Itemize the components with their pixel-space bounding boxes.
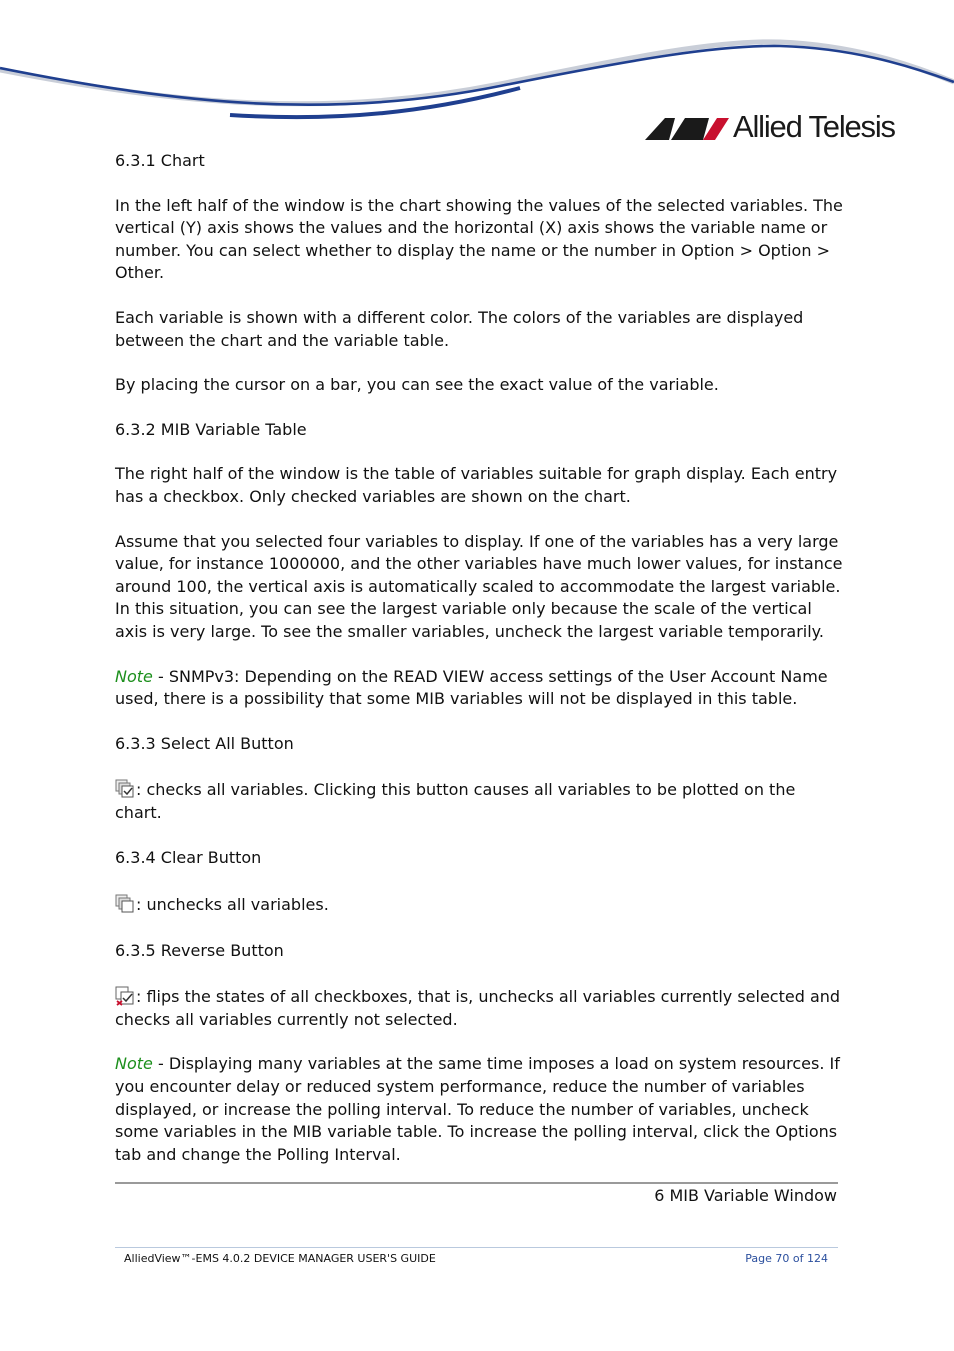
- allied-telesis-logo-icon: [645, 114, 729, 146]
- paragraph: Each variable is shown with a different color. The colors of the variables are displayed between the chart and the variable table.: [115, 307, 804, 350]
- section-heading-chart: 6.3.1 Chart: [115, 151, 205, 170]
- paragraph: [115, 986, 845, 1031]
- paragraph: The right half of the window is the table of variables suitable for graph display. Each entry has a checkbox. Only checked variables are shown on the chart.: [115, 464, 838, 506]
- footer-line: [115, 1247, 838, 1248]
- section-heading-select-all: 6.3.3 Select All Button: [115, 733, 294, 753]
- section-heading-mib-table: 6.3.2 MIB Variable Table: [115, 419, 307, 439]
- clear-icon: [115, 894, 135, 914]
- paragraph: In the left half of the window is the chart showing the values of the selected variables. The vertical (Y) axis shows the values and the horizontal (X) axis shows the variable name or number. You can select whether to display the name or the number in Option > Option > Other.: [115, 195, 843, 283]
- clear-description: : unchecks all variables.: [136, 895, 329, 915]
- section-heading-clear: 6.3.4 Clear Button: [115, 848, 262, 868]
- note-label: Note: [115, 1054, 153, 1074]
- paragraph: [115, 779, 845, 824]
- guide-title: AlliedView™-EMS 4.0.2 DEVICE MANAGER USER'S GUIDE: [124, 1252, 436, 1265]
- section-heading-reverse: 6.3.5 Reverse Button: [115, 940, 284, 960]
- page-number: Page 70 of 124: [745, 1252, 828, 1265]
- note-text: - SNMPv3: Depending on the READ VIEW access settings of the User Account Name used, there is a possibility that some MIB variables will not be displayed in this table.: [115, 666, 828, 709]
- paragraph: Assume that you selected four variables to display. If one of the variables has a very large value, for instance 1000000, and the other variables have much lower values, for instance around 100, the vertical axis is automatically scaled to accommodate the largest variable. In this situation, you can see the largest variable only because the scale of the vertical axis is very large. To see the smaller variables, uncheck the largest variable temporarily.: [115, 531, 843, 641]
- paragraph: [115, 894, 845, 917]
- reverse-description: : flips the states of all checkboxes, that is, unchecks all variables currently selected and checks all variables currently not selected.: [115, 987, 841, 1029]
- document-body: [115, 150, 845, 1166]
- note-paragraph: [115, 666, 845, 711]
- chapter-title: 6 MIB Variable Window: [654, 1186, 837, 1205]
- paragraph: By placing the cursor on a bar, you can see the exact value of the variable.: [115, 375, 719, 395]
- final-note-paragraph: [115, 1053, 845, 1166]
- brand-name: Allied Telesis: [733, 109, 895, 144]
- note-label: Note: [115, 666, 153, 686]
- footer-divider: [115, 1182, 838, 1184]
- select-all-icon: [115, 779, 135, 799]
- select-all-description: : checks all variables. Clicking this button causes all variables to be plotted on the chart.: [115, 780, 796, 822]
- note-text: - Displaying many variables at the same time imposes a load on system resources. If you encounter delay or reduced system performance, reduce the number of variables displayed, or increase the polling interval. To reduce the number of variables, uncheck some variables in the MIB variable table. To increase the polling interval, click the Options tab and change the Polling Interval.: [115, 1054, 840, 1164]
- reverse-icon: [115, 986, 135, 1006]
- allied-telesis-logo: [645, 108, 905, 148]
